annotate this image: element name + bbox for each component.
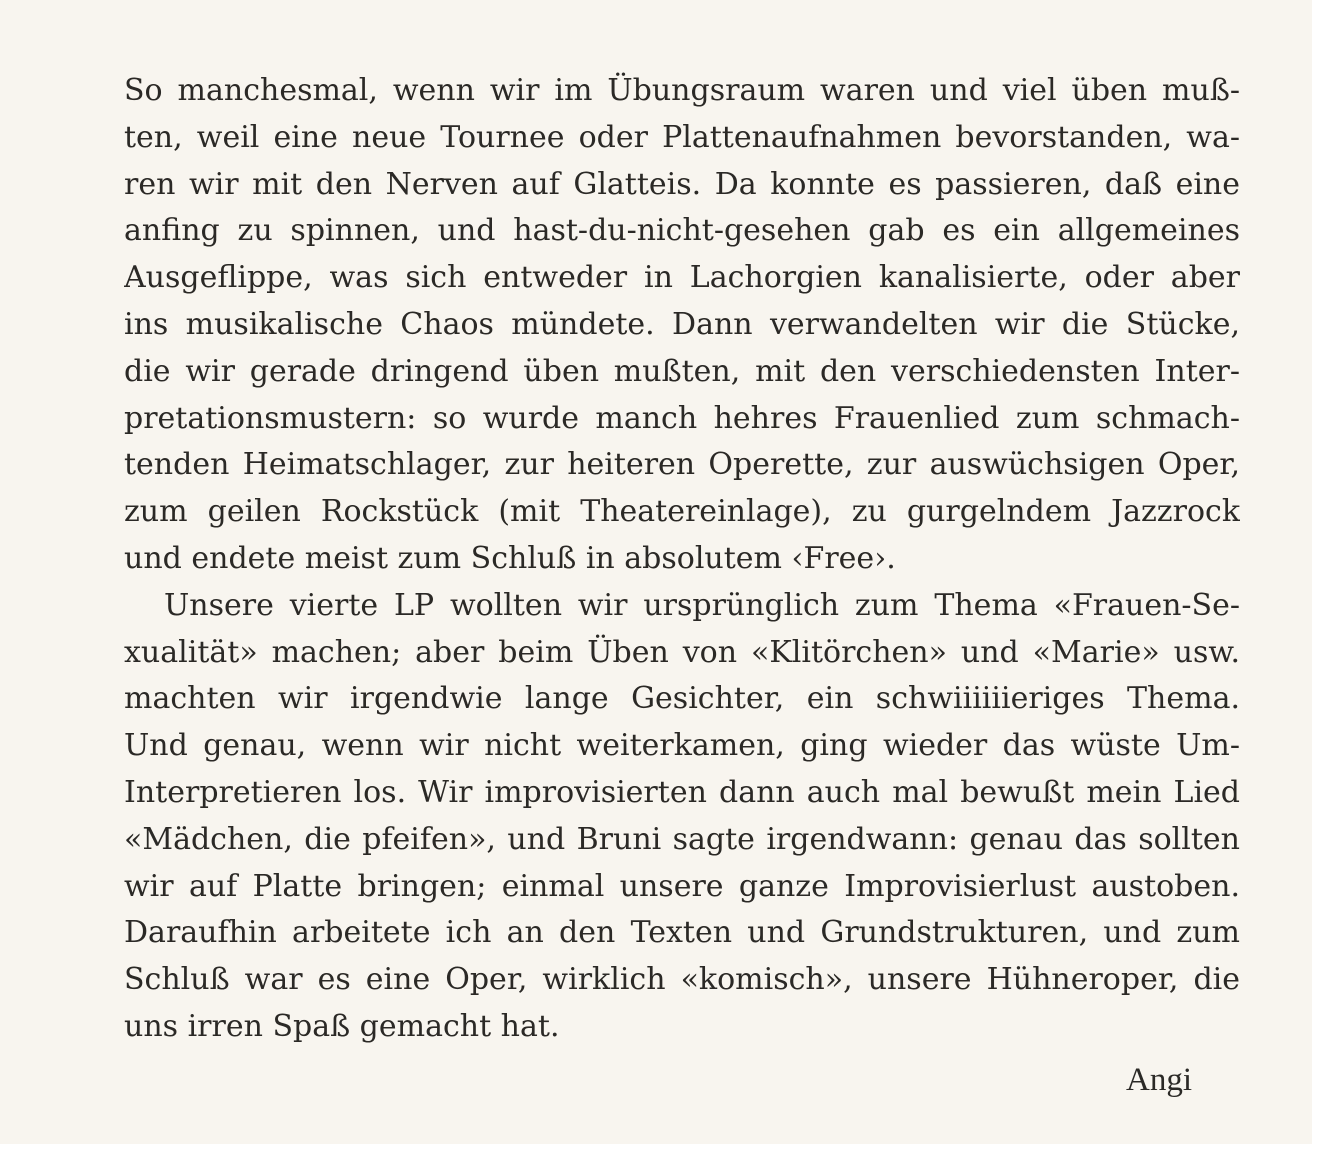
text-line: ten, weil eine neue Tournee oder Plattenaufnahmen bevorstanden, wa- <box>124 119 1240 155</box>
text-line: ins musikalische Chaos mündete. Dann verwandelten wir die Stücke, <box>124 306 1240 342</box>
text-line: So manchesmal, wenn wir im Übungsraum waren und viel üben muß- <box>124 73 1240 108</box>
text-line: zum geilen Rockstück (mit Theatereinlage), zu gurgelndem Jazzrock <box>124 494 1240 530</box>
text-line: machten wir irgendwie lange Gesichter, ein schwiiiiiieriges Thema. <box>124 681 1240 717</box>
text-line: die wir gerade dringend üben mußten, mit den verschiedensten Inter- <box>124 353 1240 389</box>
text-line: Ausgeflippe, was sich entweder in Lachorgien kanalisierte, oder aber <box>124 260 1240 296</box>
text-line: wir auf Platte bringen; einmal unsere ganze Improvisierlust austoben. <box>124 868 1240 904</box>
text-line: und endete meist zum Schluß in absolutem ‹Free›. <box>124 540 896 576</box>
text-line: pretationsmustern: so wurde manch hehres Frauenlied zum schmach- <box>124 400 1240 436</box>
paragraph-1 <box>124 68 1240 583</box>
text-line: Daraufhin arbeitete ich an den Texten und Grundstrukturen, und zum <box>124 915 1240 951</box>
text-line: Interpretieren los. Wir improvisierten dann auch mal bewußt mein Lied <box>124 774 1240 810</box>
text-line: Und genau, wenn wir nicht weiterkamen, ging wieder das wüste Um- <box>124 728 1240 764</box>
text-line: Unsere vierte LP wollten wir ursprünglich zum Thema «Frauen-Se- <box>164 587 1240 623</box>
paragraph-2 <box>124 583 1240 1051</box>
text-line: anfing zu spinnen, und hast-du-nicht-gesehen gab es ein allgemeines <box>124 213 1240 249</box>
text-line: Schluß war es eine Oper, wirklich «komisch», unsere Hühneroper, die <box>124 962 1240 998</box>
text-line: xualität» machen; aber beim Üben von «Klitörchen» und «Marie» usw. <box>124 634 1240 670</box>
text-line: tenden Heimatschlager, zur heiteren Operette, zur auswüchsigen Oper, <box>124 447 1240 483</box>
text-line: ren wir mit den Nerven auf Glatteis. Da konnte es passieren, daß eine <box>124 166 1240 202</box>
author-signature: Angi <box>1126 1062 1192 1098</box>
text-line: «Mädchen, die pfeifen», und Bruni sagte irgendwann: genau das sollten <box>124 821 1240 857</box>
text-line: uns irren Spaß gemacht hat. <box>124 1008 560 1044</box>
body-text <box>124 68 1240 1051</box>
